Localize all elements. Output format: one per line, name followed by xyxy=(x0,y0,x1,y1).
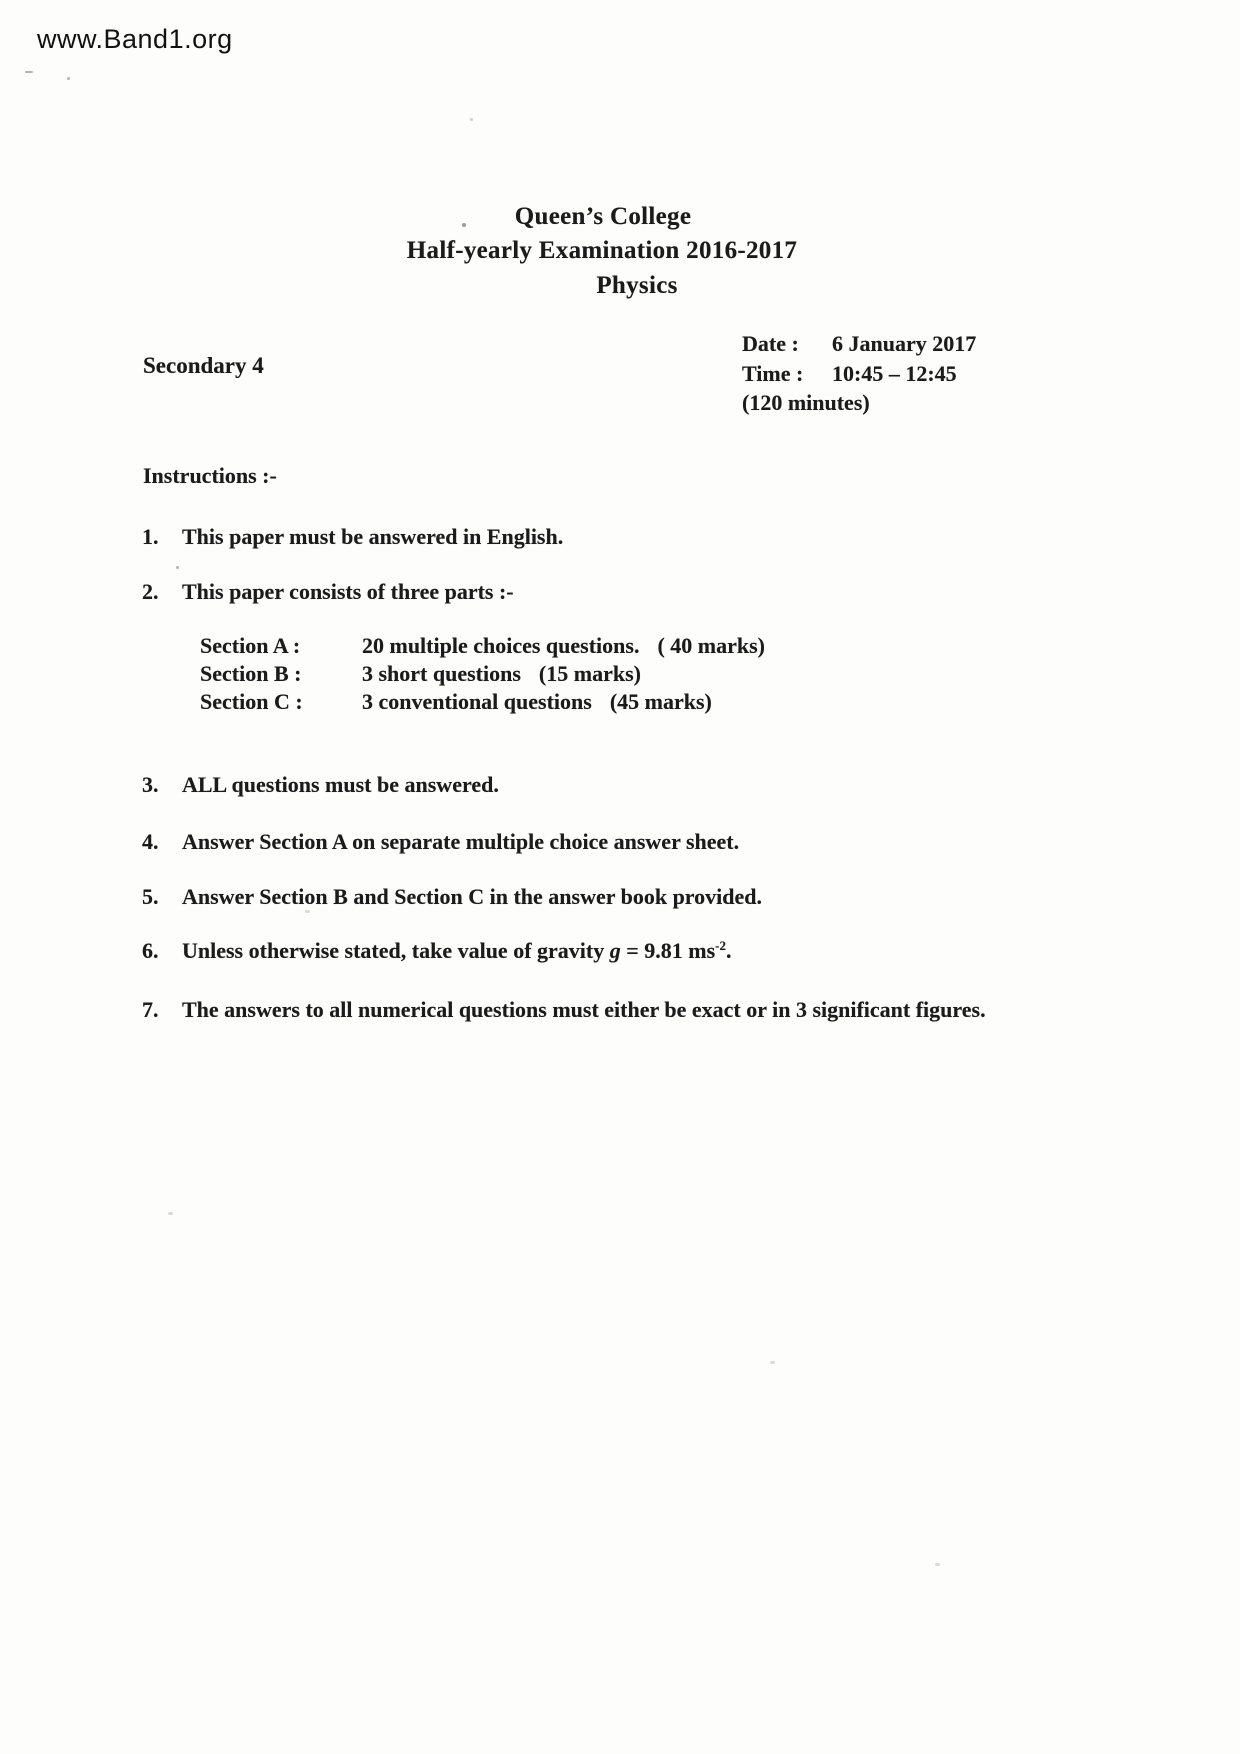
instruction-item-4 xyxy=(142,827,739,857)
section-marks: (45 marks) xyxy=(609,689,712,714)
class-level: Secondary 4 xyxy=(143,353,264,378)
section-description: 3 conventional questions xyxy=(362,689,592,714)
section-marks: ( 40 marks) xyxy=(657,633,766,658)
gravity-period: . xyxy=(726,938,732,963)
instruction-item-5 xyxy=(142,882,762,912)
duration: (120 minutes) xyxy=(742,390,870,415)
item-number: 2. xyxy=(142,579,159,604)
watermark-url: www.Band1.org xyxy=(37,24,233,54)
section-description: 3 short questions xyxy=(362,661,521,686)
instruction-item-7 xyxy=(142,995,986,1025)
section-row-c xyxy=(200,688,765,716)
instructions-heading: Instructions :- xyxy=(143,463,277,488)
item-text: The answers to all numerical questions must either be exact or in 3 significant figures. xyxy=(182,997,986,1022)
section-name: Section C : xyxy=(200,689,303,714)
date-value: 6 January 2017 xyxy=(832,331,977,356)
item-number: 1. xyxy=(142,524,159,549)
gravity-text-after: = 9.81 ms xyxy=(620,938,716,963)
item-text: This paper must be answered in English. xyxy=(182,524,564,549)
item-text: ALL questions must be answered. xyxy=(182,772,499,797)
exam-meta-block xyxy=(742,329,976,418)
time-value: 10:45 – 12:45 xyxy=(832,360,957,386)
date-label: Date : xyxy=(742,331,799,356)
date-row xyxy=(742,329,976,359)
section-marks: (15 marks) xyxy=(538,661,641,686)
subject-name: Physics xyxy=(596,272,678,299)
exam-title: Half-yearly Examination 2016-2017 xyxy=(406,237,798,264)
scan-artifact xyxy=(168,1212,173,1215)
gravity-exponent: -2 xyxy=(715,938,727,953)
time-label: Time : xyxy=(742,360,804,386)
scan-artifact xyxy=(67,77,70,80)
section-name: Section A : xyxy=(200,633,301,658)
item-number: 4. xyxy=(142,829,159,854)
instruction-item-6 xyxy=(142,936,732,966)
sections-list xyxy=(200,632,765,716)
item-text: Answer Section A on separate multiple choice answer sheet. xyxy=(182,829,740,854)
scan-artifact xyxy=(770,1361,775,1364)
item-number: 3. xyxy=(142,772,159,797)
scan-artifact xyxy=(470,118,473,121)
scan-artifact xyxy=(176,566,179,569)
instruction-item-2 xyxy=(142,577,514,607)
duration-row xyxy=(742,388,976,418)
instruction-item-1 xyxy=(142,522,563,552)
school-name: Queen’s College xyxy=(514,203,692,230)
scan-artifact xyxy=(25,71,33,73)
instruction-item-3 xyxy=(142,770,499,800)
item-text xyxy=(182,936,732,966)
section-row-a xyxy=(200,632,765,660)
gravity-symbol: g xyxy=(609,938,621,963)
item-number: 6. xyxy=(142,938,159,963)
scan-artifact xyxy=(935,1563,940,1566)
item-number: 5. xyxy=(142,884,159,909)
item-text: This paper consists of three parts :- xyxy=(182,579,514,604)
section-name: Section B : xyxy=(200,661,302,686)
gravity-text-before: Unless otherwise stated, take value of gravity xyxy=(182,938,610,963)
time-row xyxy=(742,359,976,389)
section-row-b xyxy=(200,660,765,688)
section-description: 20 multiple choices questions. xyxy=(362,633,640,658)
item-text: Answer Section B and Section C in the answer book provided. xyxy=(182,884,763,909)
item-number: 7. xyxy=(142,997,159,1022)
